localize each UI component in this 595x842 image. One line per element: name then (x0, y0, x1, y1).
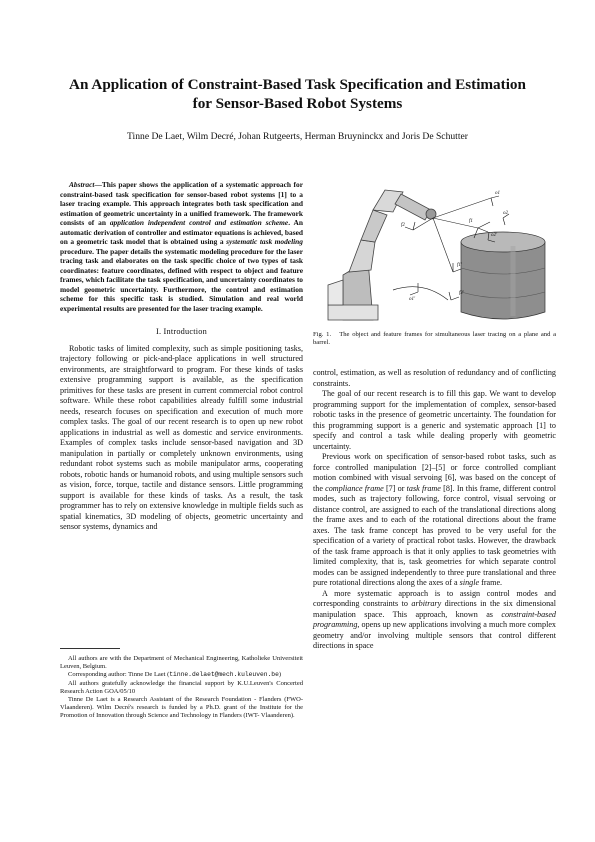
frame-label-o2: o2 (503, 211, 508, 216)
paper-title (40, 75, 555, 113)
abstract-text-3: procedure. The paper details the systematic modeling procedure for the laser tracing task and elaborates on the task specific choice of two types of task coordinates: feature coordinates, defined with respect to object and feature frames, which facilitate the task specification, and uncertainty coordinates to model geometric uncertainty. Furthermore, the control and estimation scheme for this specific task is studied. Simulation and real world experimental results are presented for the laser tracing example. (60, 246, 303, 313)
left-column (60, 180, 303, 533)
author-email-link[interactable]: tinne.delaet@mech.kuleuven.be (169, 671, 279, 679)
intro-paragraph-previous-work (313, 452, 556, 589)
footnote-affiliation: All authors are with the Department of Mechanical Engineering, Katholieke Universiteit Leuven, Belgium. (60, 655, 303, 671)
systematic-text-2: directions in the six dimensional manipulation space. This approach, known as (313, 599, 557, 619)
plane-trace (393, 287, 448, 300)
abstract-emph-1: application independent control and estimation scheme (109, 218, 289, 227)
systematic-emph-2: constraint-based programming (313, 609, 556, 629)
section-heading-introduction: I. Introduction (156, 327, 207, 336)
prev-work-text-2: [7] or (383, 483, 407, 493)
abstract (60, 180, 303, 313)
prev-work-text-4: frame. (479, 578, 503, 587)
frame-label-f1-prime: f1' (457, 263, 462, 268)
frame-label-o2-prime: o2' (491, 233, 498, 238)
footnotes (60, 655, 303, 721)
prev-work-emph-2: task frame (406, 483, 441, 493)
prev-work-emph-1: compliance frame (325, 483, 384, 493)
systematic-text-3: , opens up new applications involving a much more complex geometry and/or involving multiple sensors that control different directions in space (313, 620, 556, 650)
abstract-label: Abstract (69, 180, 95, 189)
figure-1-caption (313, 331, 556, 348)
right-column (313, 368, 556, 652)
frame-label-f2-prime: f2' (459, 291, 464, 296)
title-line-2: for Sensor-Based Robot Systems (192, 95, 403, 112)
systematic-text-1: A more systematic approach is to assign control modes and corresponding constraints to (313, 588, 556, 608)
intro-paragraph-goal: The goal of our recent research is to fill this gap. We want to develop programming support for the implementation of complex, sensor-based robotic tasks in the presence of geometric uncertainty. The foundation for this programming support is a generic and systematic approach [1] to specify and control a task while dealing properly with geometric uncertainty. (313, 389, 556, 451)
footnote-rule (60, 648, 120, 649)
abstract-text-1: —This paper shows the application of a systematic approach for constraint-based task specification for sensor-based robot systems [1] to a laser tracing example. This approach integrates both task specification and estimation of geometric uncertainty in a unified framework. The framework consists of an (60, 180, 303, 227)
intro-continued: control, estimation, as well as resolution of redundancy and of conflicting constraints. (313, 368, 556, 388)
robot-arm (328, 190, 436, 320)
frame-label-f2: f2 (401, 223, 405, 228)
prev-work-text-1: Previous work on specification of sensor-based robot tasks, such as force controlled manipulation [2]–[5] or force controlled compliant motion combined with visual servoing [6], was based on the concept of the (313, 452, 556, 493)
intro-paragraph-systematic (313, 589, 556, 652)
prev-work-text-3: [8]. In this frame, different control modes, such as trajectory following, force control, visual servoing or distance control, are assigned to each of the translational directions along the frame axes and to each of the rotational directions about the frame axes. The task frame concept has proved to be very useful for the specification of a variety of practical robot tasks. However, the drawback of the task frame approach is that it only applies to task geometries with limited complexity, that is, task geometries for which separate control modes can be assigned independently to three pure translational and three pure rotational directions along the axes of a (313, 483, 556, 587)
intro-paragraph-1: Robotic tasks of limited complexity, such as simple positioning tasks, trajectory following or pick-and-place applications in well structured environments, are straightforward to program. For these kinds of tasks extensive programming support is available, as the specification primitives for these tasks are present in current commercial robot control software. While these robot capabilities already fulfill some industrial needs, research focuses on specification and execution of much more complex tasks. The goal of our recent research is to open up new robot applications in industrial as well as domestic and service environments. Examples of complex tasks include sensor-based navigation and 3D manipulation in partially or completely unknown environments, using redundant robot systems such as mobile manipulator arms, cooperating robots, robotic hands or humanoid robots, and using multiple sensors such as vision, force, torque, tactile and distance sensors. Little programming support is available for these kinds of tasks. As a result, the task programmer has to rely on extensive knowledge in multiple fields such as spatial kinematics, 3D modeling of objects, geometric uncertainty and sensor systems, dynamics and (60, 343, 303, 531)
abstract-emph-2: systematic task modeling (226, 237, 303, 246)
frame-label-o1: o1 (495, 191, 500, 196)
title-line-1: An Application of Constraint-Based Task Specification and Estimation (69, 76, 526, 93)
caption-text: The object and feature frames for simultaneous laser tracing on a plane and a barrel. (313, 331, 557, 347)
footnote-corresponding-text: Corresponding author: Tinne De Laet ( (68, 671, 170, 679)
abstract-text-2: . An automatic derivation of controller and estimator equations is achieved, based on a geometric task model that is obtained using a (60, 218, 303, 246)
frame-label-f1: f1 (469, 219, 473, 224)
footnote-funding: All authors gratefully acknowledge the financial support by K.U.Leuven's Concerted Research Action GOA/05/10 (60, 679, 303, 695)
systematic-emph-1: arbitrary (411, 599, 442, 608)
figure-1-illustration (313, 180, 556, 323)
author-list: Tinne De Laet, Wilm Decré, Johan Rutgeerts, Herman Bruyninckx and Joris De Schutter (127, 131, 468, 142)
footnote-grants: Tinne De Laet is a Research Assistant of the Research Foundation - Flanders (FWO-Vlaanderen). Wilm Decré's research is funded by a Ph.D. grant of the Institute for the Promotion of Innovation through Science and Technology in Flanders (IWT- Vlaanderen). (60, 696, 303, 720)
prev-work-emph-3: single (459, 578, 480, 587)
figure-1 (313, 180, 556, 323)
footnote-corresponding (60, 671, 303, 679)
footnote-corresponding-close: ) (278, 671, 282, 679)
barrel (461, 232, 545, 319)
frame-label-o1-prime: o1' (409, 297, 416, 302)
caption-label: Fig. 1. (313, 331, 332, 338)
